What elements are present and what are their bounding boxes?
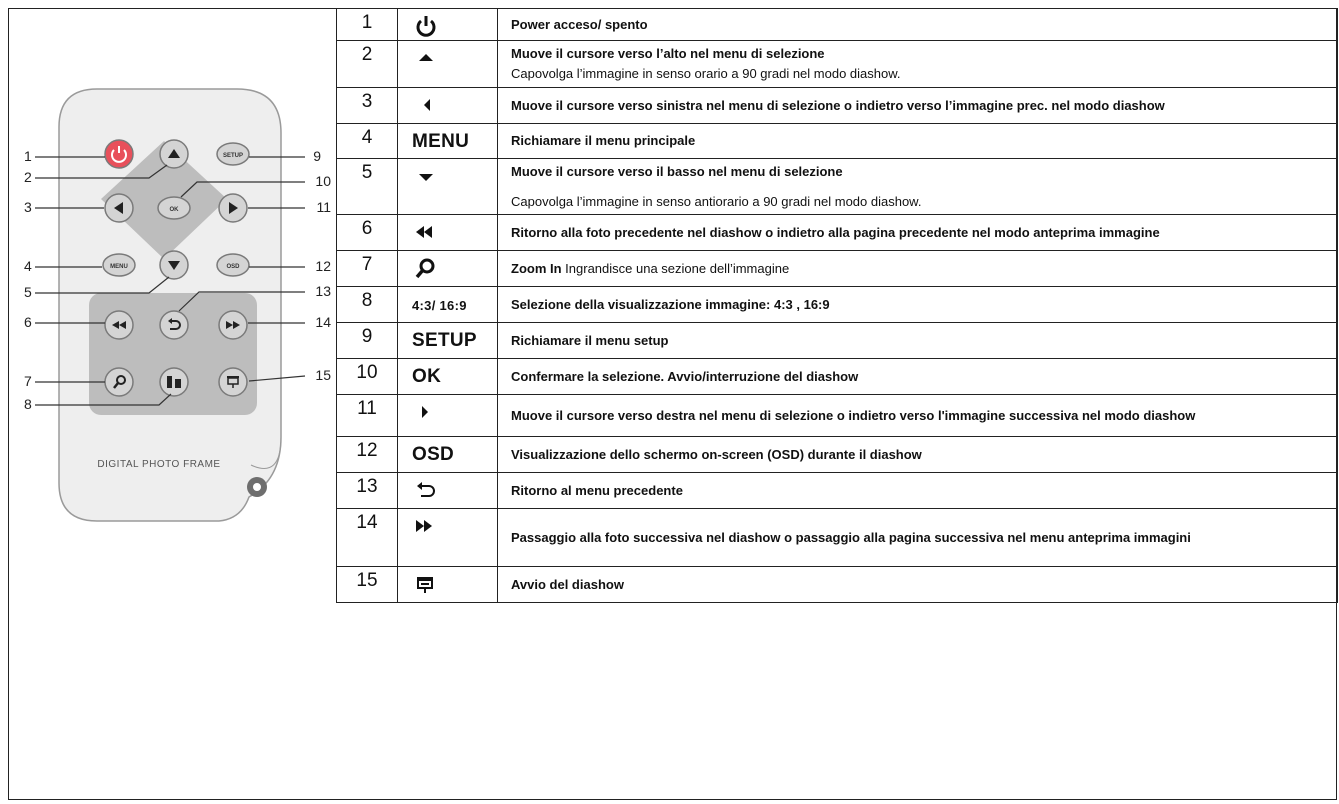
- description-main: Confermare la selezione. Avvio/interruzione del diashow: [511, 368, 859, 384]
- return-button[interactable]: [160, 311, 188, 339]
- button-symbol: [398, 359, 498, 395]
- button-symbol: [398, 251, 498, 287]
- power-icon: [412, 15, 497, 37]
- row-number: 9: [337, 323, 398, 359]
- function-description: [498, 509, 1338, 567]
- table-row: [337, 395, 1338, 437]
- button-function-table: [336, 8, 1338, 603]
- callout-number: 3: [24, 199, 32, 215]
- description-detail: Capovolga l’immagine in senso antiorario a 90 gradi nel modo diashow.: [511, 193, 922, 209]
- left-button[interactable]: [105, 194, 133, 222]
- function-description: [498, 124, 1338, 159]
- menu-button[interactable]: [103, 254, 135, 276]
- function-description: [498, 437, 1338, 473]
- function-description: [498, 567, 1338, 603]
- row-number: 2: [337, 41, 398, 88]
- callout-number: 12: [315, 258, 331, 274]
- description-main: Muove il cursore verso l’alto nel menu di selezione: [511, 46, 825, 61]
- button-symbol: [398, 473, 498, 509]
- table-row: [337, 323, 1338, 359]
- function-description: [498, 473, 1338, 509]
- row-number: 4: [337, 124, 398, 159]
- table-row: [337, 41, 1338, 88]
- up-button[interactable]: [160, 140, 188, 168]
- callout-number: 9: [313, 148, 321, 164]
- left-arrow-icon: [412, 94, 497, 116]
- button-label: OK: [412, 366, 442, 387]
- description-main: Power acceso/ spento: [511, 16, 648, 32]
- fast-forward-icon: [412, 515, 497, 537]
- button-label: 4:3/ 16:9: [412, 298, 467, 313]
- function-description: [498, 323, 1338, 359]
- callout-number: 1: [24, 148, 32, 164]
- callout-number: 11: [316, 199, 331, 215]
- button-symbol: [398, 159, 498, 215]
- function-description: [498, 215, 1338, 251]
- function-description: [498, 9, 1338, 41]
- description-main: Ritorno alla foto precedente nel diashow o indietro alla pagina precedente nel modo anteprima immagine: [511, 224, 1160, 240]
- button-label: MENU: [412, 131, 470, 152]
- callout-number: 14: [315, 314, 331, 330]
- table-row: [337, 473, 1338, 509]
- up-arrow-icon: [412, 47, 497, 69]
- rewind-icon: [412, 221, 497, 243]
- button-symbol: [398, 395, 498, 437]
- button-symbol: [398, 124, 498, 159]
- callout-number: 8: [24, 396, 32, 412]
- button-symbol: [398, 509, 498, 567]
- row-number: 6: [337, 215, 398, 251]
- table-row: [337, 159, 1338, 215]
- callout-number: 10: [315, 173, 331, 189]
- slideshow-button[interactable]: [219, 368, 247, 396]
- row-number: 1: [337, 9, 398, 41]
- callout-number: 13: [315, 283, 331, 299]
- description-main: Muove il cursore verso il basso nel menu di selezione: [511, 163, 843, 179]
- table-row: [337, 509, 1338, 567]
- button-symbol: [398, 88, 498, 124]
- function-description: [498, 287, 1338, 323]
- button-label: OSD: [412, 444, 455, 465]
- description-main: Richiamare il menu setup: [511, 332, 669, 348]
- right-arrow-icon: [412, 401, 497, 423]
- zoom-icon: [412, 257, 497, 281]
- callout-number: 2: [24, 169, 32, 185]
- function-description: [498, 41, 1338, 88]
- row-number: 11: [337, 395, 398, 437]
- aspect-button[interactable]: [160, 368, 188, 396]
- remote-illustration-panel: [9, 9, 336, 799]
- row-number: 13: [337, 473, 398, 509]
- return-icon: [412, 479, 497, 501]
- button-symbol: [398, 9, 498, 41]
- function-description: [498, 159, 1338, 215]
- function-description: [498, 359, 1338, 395]
- description-main: Visualizzazione dello schermo on-screen (OSD) durante il diashow: [511, 446, 922, 462]
- description-main: Richiamare il menu principale: [511, 133, 696, 148]
- button-symbol: [398, 215, 498, 251]
- table-row: [337, 88, 1338, 124]
- manual-frame: [8, 8, 1337, 800]
- function-description: [498, 88, 1338, 124]
- callout-number: 15: [315, 367, 331, 383]
- svg-text:OSD: OSD: [226, 264, 240, 270]
- row-number: 3: [337, 88, 398, 124]
- button-symbol: [398, 323, 498, 359]
- table-row: [337, 359, 1338, 395]
- description-detail: Capovolga l’immagine in senso orario a 90 gradi nel modo diashow.: [511, 66, 901, 81]
- remote-brand-label: DIGITAL PHOTO FRAME: [97, 459, 221, 470]
- right-button[interactable]: [219, 194, 247, 222]
- description-main: Selezione della visualizzazione immagine: 4:3 , 16:9: [511, 296, 830, 312]
- slideshow-icon: [412, 573, 497, 595]
- table-row: [337, 287, 1338, 323]
- ok-button[interactable]: [158, 197, 190, 219]
- description-main: Avvio del diashow: [511, 576, 624, 592]
- description-main: Passaggio alla foto successiva nel diashow o passaggio alla pagina successiva nel menu anteprima immagini: [511, 529, 1191, 545]
- rewind-button[interactable]: [105, 311, 133, 339]
- callout-number: 4: [24, 258, 32, 274]
- row-number: 7: [337, 251, 398, 287]
- fast-forward-button[interactable]: [219, 311, 247, 339]
- table-row: [337, 567, 1338, 603]
- callout-number: 7: [24, 373, 32, 389]
- description-main: Muove il cursore verso destra nel menu di selezione o indietro verso l'immagine successiva nel modo diashow: [511, 407, 1196, 423]
- description-main: Muove il cursore verso sinistra nel menu di selezione o indietro verso l’immagine prec. nel modo diashow: [511, 97, 1165, 113]
- row-number: 5: [337, 159, 398, 215]
- function-description: [498, 395, 1338, 437]
- table-row: [337, 437, 1338, 473]
- svg-text:SETUP: SETUP: [222, 153, 244, 159]
- table-row: [337, 124, 1338, 159]
- button-symbol: [398, 287, 498, 323]
- osd-button[interactable]: [217, 254, 249, 276]
- description-detail: Ingrandisce una sezione dell’immagine: [565, 260, 790, 276]
- description-main: Zoom In: [511, 260, 562, 276]
- table-row: [337, 9, 1338, 41]
- setup-button[interactable]: [217, 143, 249, 165]
- callout-number: 5: [24, 284, 32, 300]
- description-main: Ritorno al menu precedente: [511, 482, 683, 498]
- row-number: 8: [337, 287, 398, 323]
- button-symbol: [398, 437, 498, 473]
- row-number: 15: [337, 567, 398, 603]
- button-label: SETUP: [412, 330, 477, 351]
- down-arrow-icon: [412, 165, 497, 187]
- callout-number: 6: [24, 314, 32, 330]
- row-number: 14: [337, 509, 398, 567]
- power-button[interactable]: [105, 140, 133, 168]
- function-description: [498, 251, 1338, 287]
- down-button[interactable]: [160, 251, 188, 279]
- button-symbol: [398, 41, 498, 88]
- table-row: [337, 251, 1338, 287]
- button-symbol: [398, 567, 498, 603]
- remote-control-image: [9, 9, 336, 799]
- zoom-button[interactable]: [105, 368, 133, 396]
- table-row: [337, 215, 1338, 251]
- row-number: 10: [337, 359, 398, 395]
- svg-text:OK: OK: [169, 207, 179, 213]
- svg-text:MENU: MENU: [110, 264, 128, 270]
- row-number: 12: [337, 437, 398, 473]
